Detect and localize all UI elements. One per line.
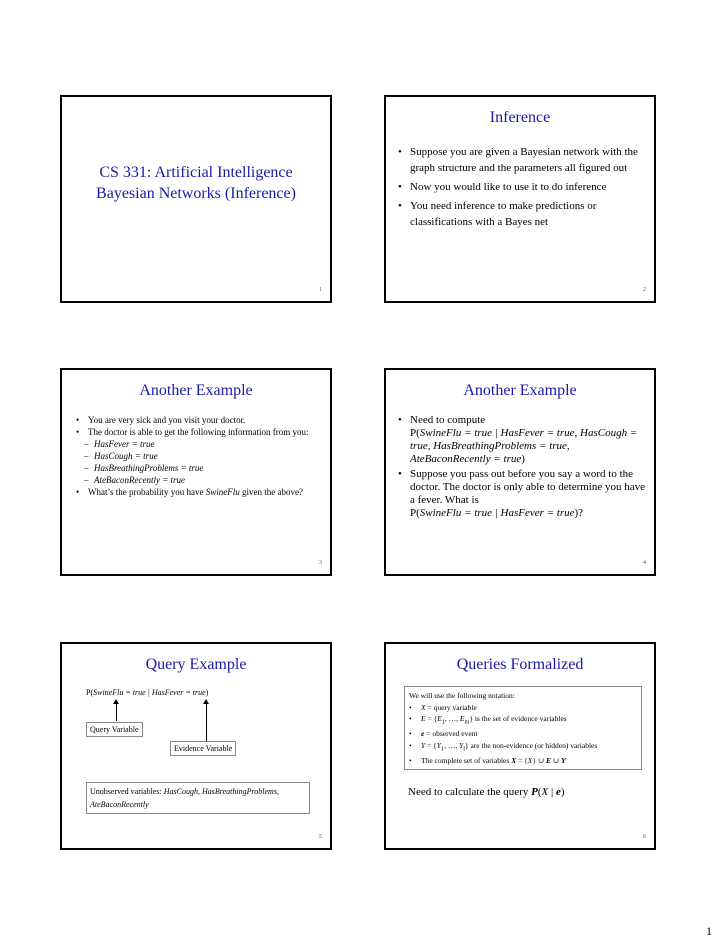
evidence-item: AteBaconRecently = true — [94, 475, 186, 485]
bullet: • The doctor is able to get the following information from you: — [76, 426, 320, 438]
text: Need to compute — [410, 414, 486, 426]
notation-item: • e = observed event — [409, 728, 637, 740]
text: What’s the probability you have — [88, 487, 206, 497]
bullet — [398, 414, 646, 466]
slide-number: 3 — [319, 560, 322, 566]
slide-6-title: Queries Formalized — [456, 656, 584, 673]
slide-number: 1 — [319, 287, 322, 293]
bullet — [398, 468, 646, 520]
query-expression: SwineFlu = true | HasFever = true, HasCough = true, HasBreathingProblems = true, AteBaconRecently = true — [410, 427, 638, 465]
slide-number: 2 — [643, 287, 646, 293]
slide-number: 5 — [319, 834, 322, 840]
text: ) — [205, 688, 209, 697]
notation-box — [404, 686, 642, 770]
evidence-item: HasCough = true — [94, 451, 158, 461]
notation-intro: We will use the following notation: — [409, 691, 515, 700]
slide-4 — [384, 368, 656, 576]
unobserved-variables — [86, 782, 310, 814]
text: Unobserved variables: — [90, 787, 164, 796]
slide-2 — [384, 95, 656, 303]
query-formula — [86, 688, 208, 697]
evidence-arrow — [206, 703, 207, 741]
query-expression: SwineFlu = true | HasFever = true — [93, 688, 206, 697]
evidence-item: HasBreathingProblems = true — [94, 463, 204, 473]
slide-number: 4 — [643, 560, 646, 566]
slide-6 — [384, 642, 656, 850]
slide-5-title: Query Example — [145, 656, 247, 673]
bullet: • You are very sick and you visit your doctor. — [76, 414, 320, 426]
sub-bullet — [76, 438, 320, 450]
sub-bullet — [76, 462, 320, 474]
slide-1-title-line-2: Bayesian Networks (Inference) — [96, 185, 296, 202]
slide-4-bullets — [398, 414, 646, 520]
text: P( — [410, 507, 420, 519]
slide-1-title-line-1: CS 331: Artificial Intelligence — [99, 164, 293, 181]
query-variable-label: Query Variable — [86, 722, 143, 737]
notation-list — [409, 702, 637, 767]
slide-1 — [60, 95, 332, 303]
notation-item: • $Y = \{Y_1$, …, $Y_l$} are the non-evidence (or hidden) variables — [409, 740, 637, 755]
bullet: • Now you would like to use it to do inference — [398, 179, 644, 195]
text: P( — [410, 427, 420, 439]
notation-item: • X = query variable — [409, 702, 637, 714]
notation-item: • The complete set of variables X = {X} ∪ E ∪ Y — [409, 755, 637, 767]
text: )? — [574, 507, 584, 519]
text: Suppose you pass out before you say a word to the doctor. The doctor is only able to determine you have a fever. What is — [410, 468, 646, 506]
slide-2-bullets — [398, 144, 644, 230]
emphasis: SwineFlu — [205, 487, 240, 497]
evidence-variable-label: Evidence Variable — [170, 741, 236, 756]
text: P( — [86, 688, 94, 697]
unobserved-list: HasCough, HasBreathingProblems, AteBaconRecently — [90, 787, 279, 809]
query-expression: SwineFlu = true | HasFever = true — [419, 507, 575, 519]
slide-3-bullets — [76, 414, 320, 498]
slide-4-title: Another Example — [463, 382, 577, 399]
notation-item: • $E = \{E_1$, …, $E_m$} is the set of evidence variables — [409, 713, 637, 728]
bullet — [76, 486, 320, 498]
slide-3 — [60, 368, 332, 576]
bullet: • You need inference to make predictions or classifications with a Bayes net — [398, 198, 644, 230]
evidence-item: HasFever = true — [94, 439, 155, 449]
bullet: • Suppose you are given a Bayesian network with the graph structure and the parameters all figured out — [398, 144, 644, 176]
sub-bullet — [76, 450, 320, 462]
sub-bullet — [76, 474, 320, 486]
text: given the above? — [239, 487, 303, 497]
slide-number: 6 — [643, 834, 646, 840]
slide-2-title: Inference — [489, 109, 551, 126]
slide-5 — [60, 642, 332, 850]
query-statement: Need to calculate the query P(X | e) — [408, 786, 565, 798]
text: ) — [521, 453, 525, 465]
query-arrow — [116, 703, 117, 721]
slide-3-title: Another Example — [139, 382, 253, 399]
page-number: 1 — [706, 924, 712, 938]
